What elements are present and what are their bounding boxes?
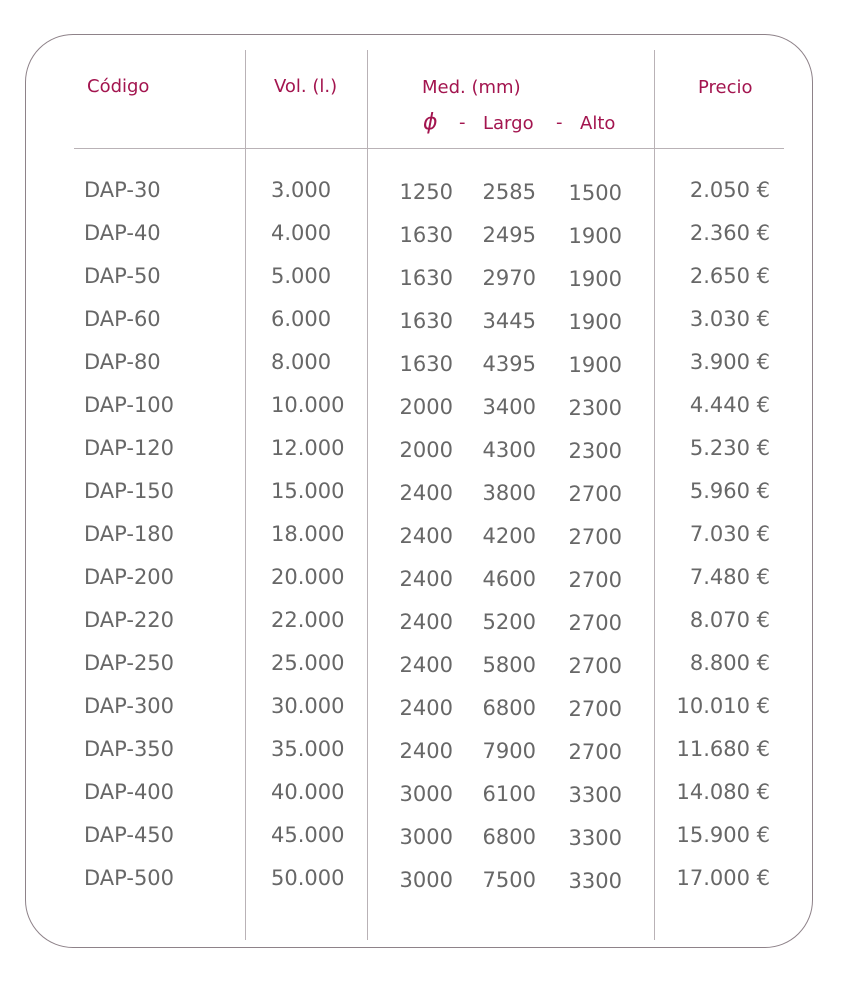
row-code: DAP-100 — [84, 393, 175, 417]
header-alto: Alto — [580, 113, 616, 134]
row-length: 2585 — [482, 180, 536, 204]
row-code: DAP-150 — [84, 479, 175, 503]
table-row — [0, 780, 843, 810]
row-height: 3300 — [568, 826, 622, 850]
row-height: 2700 — [568, 525, 622, 549]
row-volume: 30.000 — [271, 694, 345, 718]
row-diameter: 2400 — [399, 653, 453, 677]
header-codigo: Código — [87, 76, 150, 97]
table-row — [0, 737, 843, 767]
row-price: 4.440 € — [689, 393, 770, 417]
row-height: 2700 — [568, 482, 622, 506]
row-length: 5800 — [482, 653, 536, 677]
row-volume: 5.000 — [271, 264, 332, 288]
row-price: 2.050 € — [689, 178, 770, 202]
row-code: DAP-400 — [84, 780, 175, 804]
row-volume: 10.000 — [271, 393, 345, 417]
row-code: DAP-220 — [84, 608, 175, 632]
row-length: 7900 — [482, 739, 536, 763]
row-diameter: 2400 — [399, 739, 453, 763]
table-row — [0, 608, 843, 638]
row-length: 5200 — [482, 610, 536, 634]
row-code: DAP-30 — [84, 178, 161, 202]
row-volume: 22.000 — [271, 608, 345, 632]
row-price: 3.900 € — [689, 350, 770, 374]
row-diameter: 2400 — [399, 610, 453, 634]
table-row — [0, 264, 843, 294]
row-length: 4600 — [482, 567, 536, 591]
table-row — [0, 178, 843, 208]
header-volume: Vol. (l.) — [274, 76, 338, 97]
row-diameter: 1630 — [399, 352, 453, 376]
row-length: 3800 — [482, 481, 536, 505]
table-row — [0, 436, 843, 466]
row-price: 8.070 € — [689, 608, 770, 632]
table-row — [0, 866, 843, 896]
row-volume: 18.000 — [271, 522, 345, 546]
row-length: 7500 — [482, 868, 536, 892]
row-height: 2700 — [568, 568, 622, 592]
row-price: 2.650 € — [689, 264, 770, 288]
row-volume: 40.000 — [271, 780, 345, 804]
row-height: 2300 — [568, 439, 622, 463]
row-code: DAP-200 — [84, 565, 175, 589]
table-row — [0, 479, 843, 509]
row-length: 4200 — [482, 524, 536, 548]
row-volume: 3.000 — [271, 178, 332, 202]
header-measurements: Med. (mm) — [422, 77, 521, 98]
row-length: 3445 — [482, 309, 536, 333]
row-price: 2.360 € — [689, 221, 770, 245]
row-length: 6100 — [482, 782, 536, 806]
table-row — [0, 694, 843, 724]
table-row — [0, 565, 843, 595]
header-precio: Precio — [698, 77, 753, 98]
row-volume: 50.000 — [271, 866, 345, 890]
row-diameter: 2400 — [399, 481, 453, 505]
row-height: 1900 — [568, 224, 622, 248]
row-code: DAP-450 — [84, 823, 175, 847]
row-code: DAP-40 — [84, 221, 161, 245]
row-diameter: 1630 — [399, 309, 453, 333]
row-length: 2970 — [482, 266, 536, 290]
row-height: 2300 — [568, 396, 622, 420]
row-diameter: 3000 — [399, 825, 453, 849]
row-height: 3300 — [568, 869, 622, 893]
row-diameter: 3000 — [399, 782, 453, 806]
row-price: 14.080 € — [676, 780, 770, 804]
row-price: 7.030 € — [689, 522, 770, 546]
row-volume: 45.000 — [271, 823, 345, 847]
row-price: 3.030 € — [689, 307, 770, 331]
row-price: 10.010 € — [676, 694, 770, 718]
row-length: 6800 — [482, 825, 536, 849]
row-diameter: 2000 — [399, 395, 453, 419]
row-height: 3300 — [568, 783, 622, 807]
header-largo: Largo — [483, 113, 534, 134]
row-volume: 15.000 — [271, 479, 345, 503]
row-code: DAP-350 — [84, 737, 175, 761]
row-height: 2700 — [568, 697, 622, 721]
row-price: 7.480 € — [689, 565, 770, 589]
table-row — [0, 522, 843, 552]
row-price: 11.680 € — [676, 737, 770, 761]
row-code: DAP-80 — [84, 350, 161, 374]
row-code: DAP-250 — [84, 651, 175, 675]
row-diameter: 2400 — [399, 696, 453, 720]
row-volume: 20.000 — [271, 565, 345, 589]
table-row — [0, 221, 843, 251]
row-height: 1900 — [568, 310, 622, 334]
row-diameter: 2400 — [399, 524, 453, 548]
row-code: DAP-120 — [84, 436, 175, 460]
row-length: 4395 — [482, 352, 536, 376]
row-height: 1900 — [568, 353, 622, 377]
row-price: 8.800 € — [689, 651, 770, 675]
row-length: 4300 — [482, 438, 536, 462]
row-diameter: 1250 — [399, 180, 453, 204]
row-code: DAP-180 — [84, 522, 175, 546]
row-volume: 6.000 — [271, 307, 332, 331]
row-volume: 12.000 — [271, 436, 345, 460]
row-price: 15.900 € — [676, 823, 770, 847]
row-volume: 8.000 — [271, 350, 332, 374]
row-code: DAP-500 — [84, 866, 175, 890]
row-price: 5.230 € — [689, 436, 770, 460]
row-volume: 35.000 — [271, 737, 345, 761]
row-diameter: 1630 — [399, 223, 453, 247]
row-length: 2495 — [482, 223, 536, 247]
row-diameter: 3000 — [399, 868, 453, 892]
row-diameter: 2400 — [399, 567, 453, 591]
row-price: 5.960 € — [689, 479, 770, 503]
table-row — [0, 350, 843, 380]
row-height: 2700 — [568, 611, 622, 635]
header-diameter-symbol: ϕ — [423, 110, 438, 135]
table-row — [0, 307, 843, 337]
table-row — [0, 823, 843, 853]
header-divider — [74, 148, 784, 149]
header-dash-2: - — [556, 112, 563, 133]
row-code: DAP-60 — [84, 307, 161, 331]
row-height: 1900 — [568, 267, 622, 291]
row-height: 2700 — [568, 740, 622, 764]
row-diameter: 1630 — [399, 266, 453, 290]
row-height: 1500 — [568, 181, 622, 205]
table-row — [0, 393, 843, 423]
header-dash-1: - — [459, 112, 466, 133]
row-code: DAP-300 — [84, 694, 175, 718]
row-length: 6800 — [482, 696, 536, 720]
table-row — [0, 651, 843, 681]
row-code: DAP-50 — [84, 264, 161, 288]
row-length: 3400 — [482, 395, 536, 419]
row-diameter: 2000 — [399, 438, 453, 462]
row-volume: 4.000 — [271, 221, 332, 245]
row-price: 17.000 € — [676, 866, 770, 890]
row-height: 2700 — [568, 654, 622, 678]
row-volume: 25.000 — [271, 651, 345, 675]
